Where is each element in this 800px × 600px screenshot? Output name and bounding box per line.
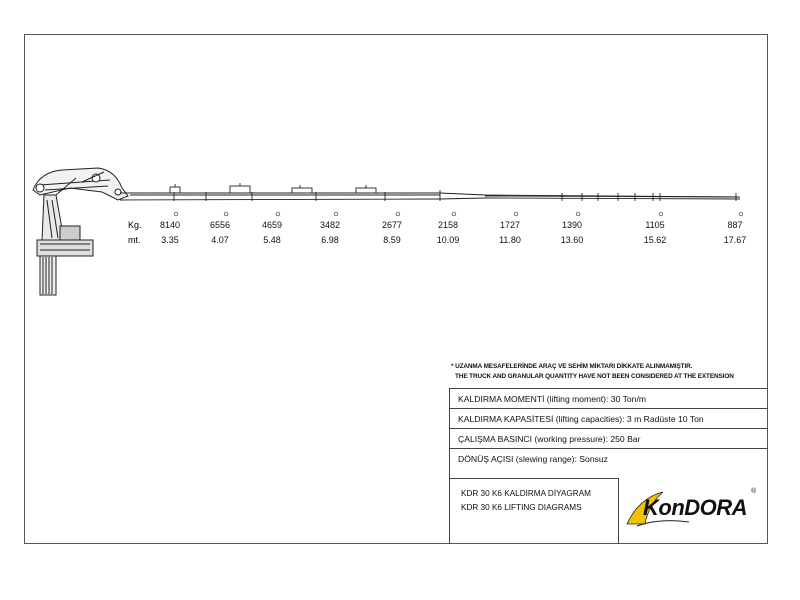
load-point-marker [659, 212, 663, 216]
spec-lifting-capacity: KALDIRMA KAPASİTESİ (lifting capacities): 3 m Radüste 10 Ton [450, 409, 768, 429]
reach-value: 11.80 [499, 235, 521, 245]
load-point-marker [334, 212, 338, 216]
load-point-marker [576, 212, 580, 216]
load-values [160, 220, 743, 230]
load-point-marker [396, 212, 400, 216]
load-point-marker [514, 212, 518, 216]
load-point-marker [224, 212, 228, 216]
kondora-logo [619, 478, 768, 544]
note-line-tr: * UZANMA MESAFELERİNDE ARAÇ VE SEHİM MİKTARI DİKKATE ALINMAMIŞTIR. [451, 363, 693, 370]
load-value: 1390 [561, 220, 583, 230]
load-point-marker [739, 212, 743, 216]
load-value: 2677 [381, 220, 403, 230]
reach-value: 15.62 [643, 235, 667, 245]
load-value: 2158 [437, 220, 459, 230]
telescopic-boom [120, 183, 740, 201]
reach-value: 8.59 [383, 235, 401, 245]
title-block [449, 478, 619, 544]
load-value: 3482 [319, 220, 341, 230]
reach-values [161, 235, 746, 245]
title-tr: KDR 30 K6 KALDIRMA DİYAGRAM [461, 489, 591, 498]
reach-value: 10.09 [436, 235, 460, 245]
crane-base [37, 195, 93, 295]
title-en: KDR 30 K6 LIFTING DIAGRAMS [461, 503, 582, 512]
reach-value: 17.67 [723, 235, 747, 245]
load-value: 8140 [159, 220, 181, 230]
reach-value: 3.35 [161, 235, 179, 245]
load-point-marker [452, 212, 456, 216]
load-value: 6556 [209, 220, 231, 230]
reach-row-label: mt. [128, 235, 141, 245]
logo-text: KonDORA [643, 495, 748, 520]
reach-value: 13.60 [560, 235, 584, 245]
reach-value: 6.98 [321, 235, 339, 245]
spec-working-pressure: ÇALIŞMA BASINCI (working pressure): 250 Bar [450, 429, 768, 449]
load-point-marker [276, 212, 280, 216]
load-point-markers [174, 212, 743, 216]
load-value: 1727 [499, 220, 521, 230]
load-value: 4659 [261, 220, 283, 230]
spec-slewing-range: DÖNÜŞ AÇISI (slewing range): Sonsuz [458, 454, 608, 464]
spec-lifting-moment: KALDIRMA MOMENTİ (lifting moment): 30 Ton/m [450, 389, 768, 409]
note-line-en: THE TRUCK AND GRANULAR QUANTITY HAVE NOT BEEN CONSIDERED AT THE EXTENSION [455, 373, 734, 380]
load-value: 887 [727, 220, 743, 230]
reach-value: 4.07 [211, 235, 229, 245]
reach-value: 5.48 [263, 235, 281, 245]
load-value: 1105 [645, 220, 665, 230]
registered-mark: ® [751, 488, 757, 495]
load-point-marker [174, 212, 178, 216]
load-row-label: Kg. [128, 220, 142, 230]
